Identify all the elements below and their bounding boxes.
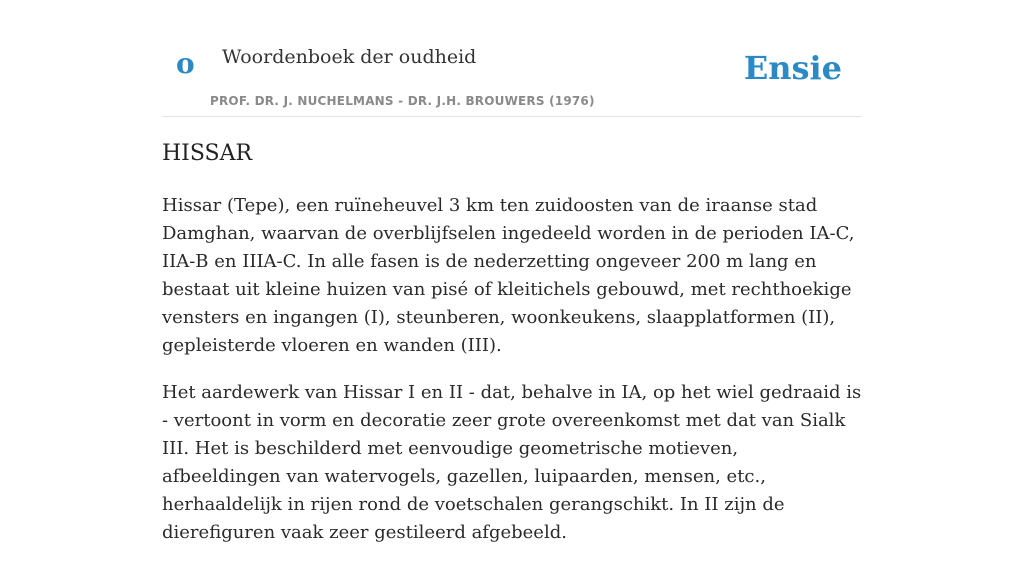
entry-title: HISSAR: [162, 141, 253, 166]
dictionary-header: [162, 0, 862, 117]
entry-body: [162, 192, 862, 566]
entry-paragraph: Het aardewerk van Hissar I en II - dat, behalve in IA, op het wiel gedraaid is - vertoont in vorm en decoratie zeer grote overeenkomst met dat van Sialk III. Het is beschilderd met eenvoudige geometrische motieven, afbeeldingen van watervogels, gazellen, luipaarden, mensen, etc., herhaaldelijk in rijen rond de voetschalen gerangschikt. In II zijn de dierefiguren vaak zeer gestileerd afgebeeld.: [162, 382, 862, 543]
book-title-link[interactable]: Woordenboek der oudheid: [222, 46, 477, 68]
ensie-brand-logo[interactable]: Ensie: [743, 49, 842, 87]
dictionary-logo[interactable]: o: [176, 47, 195, 80]
entry-paragraph: Hissar (Tepe), een ruïneheuvel 3 km ten zuidoosten van de iraanse stad Damghan, waarvan de overblijfselen ingedeeld worden in de perioden IA-C, IIA-B en IIIA-C. In alle fasen is de nederzetting ongeveer 200 m lang en bestaat uit kleine huizen van pisé of kleitichels gebouwd, met rechthoekige vensters en ingangen (I), steunberen, woonkeukens, slaapplatformen (II), gepleisterde vloeren en wanden (III).: [162, 195, 855, 356]
article-page: [162, 0, 862, 543]
authors-line: PROF. DR. J. NUCHELMANS - DR. J.H. BROUWERS (1976): [210, 94, 595, 108]
